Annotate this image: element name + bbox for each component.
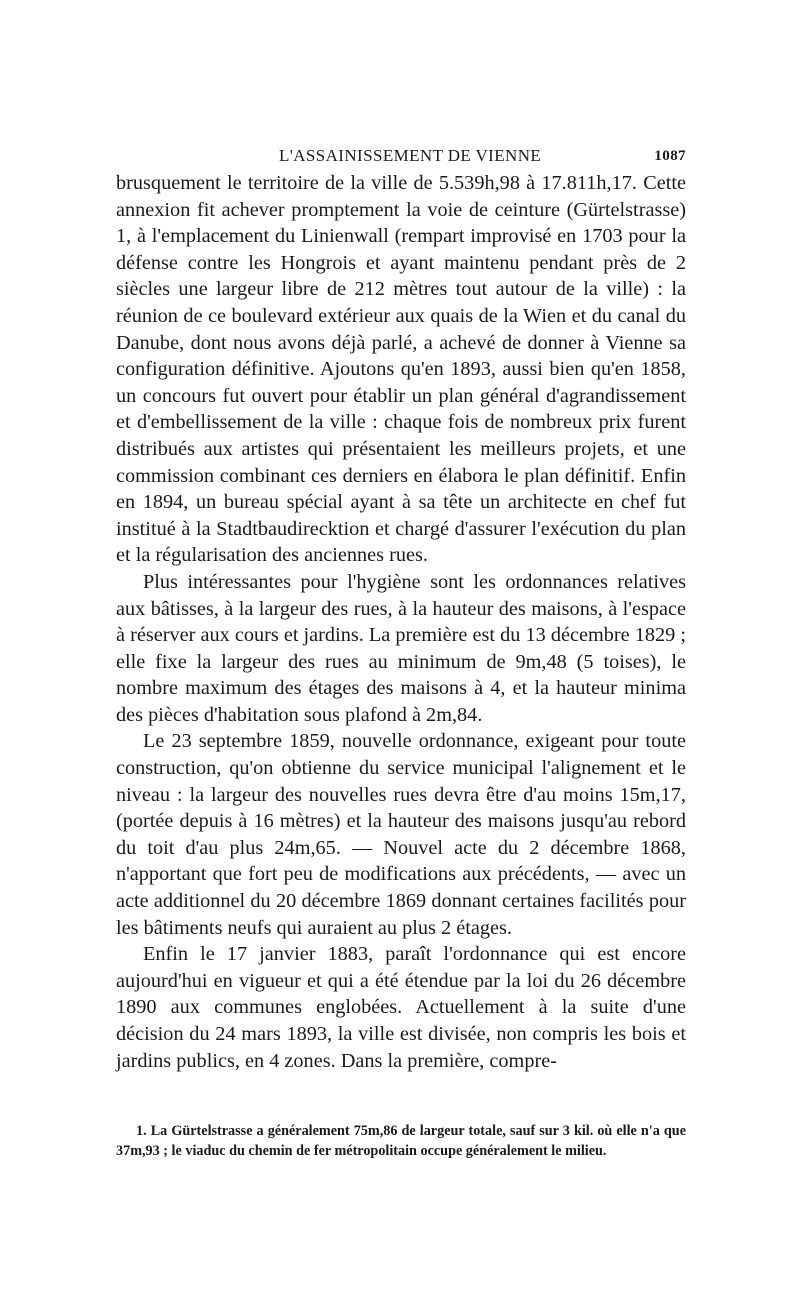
running-header	[116, 140, 686, 170]
body-text	[116, 170, 686, 1074]
paragraph: Plus intéressantes pour l'hygiène sont les ordonnances relatives aux bâtisses, à la largeur des rues, à la hauteur des maisons, à l'espace à réserver aux cours et jardins. La première est du 13 décembre 1829 ; elle fixe la largeur des rues au minimum de 9m,48 (5 toises), le nombre maximum des étages des maisons à 4, et la hauteur minima des pièces d'habitation sous plafond à 2m,84.	[116, 570, 686, 726]
paragraph: Enfin le 17 janvier 1883, paraît l'ordonnance qui est encore aujourd'hui en vigueur et qui a été étendue par la loi du 26 décembre 1890 aux communes englobées. Actuellement à la suite d'une décision du 24 mars 1893, la ville est divisée, non compris les bois et jardins publics, en 4 zones. Dans la première, compre-	[116, 943, 686, 1072]
paragraph: Le 23 septembre 1859, nouvelle ordonnance, exigeant pour toute construction, qu'on obtienne du service municipal l'alignement et le niveau : la largeur des nouvelles rues devra être d'au moins 15m,17, (portée depuis à 16 mètres) et la hauteur des maisons jusqu'au rebord du toit d'au plus 24m,65. — Nouvel acte du 2 décembre 1868, n'apportant que fort peu de modifications aux précédents, — avec un acte additionnel du 20 décembre 1869 donnant certaines facilités pour les bâtiments neufs qui auraient au plus 2 étages.	[116, 730, 686, 939]
footnote	[116, 1122, 686, 1161]
paragraph: brusquement le territoire de la ville de 5.539h,98 à 17.811h,17. Cette annexion fit achever promptement la voie de ceinture (Gürtelstrasse) 1, à l'emplacement du Linienwall (rempart improvisé en 1703 pour la défense contre les Hongrois et ayant maintenu pendant près de 2 siècles une largeur libre de 212 mètres tout autour de la ville) : la réunion de ce boulevard extérieur aux quais de la Wien et du canal du Danube, dont nous avons déjà parlé, a achevé de donner à Vienne sa configuration définitive. Ajoutons qu'en 1893, aussi bien qu'en 1858, un concours fut ouvert pour établir un plan général d'agrandissement et d'embellissement de la ville : chaque fois de nombreux prix furent distribués aux artistes qui présentaient les meilleurs projets, et une commission combinant ces derniers en élabora le plan définitif. Enfin en 1894, un bureau spécial ayant à sa tête un architecte en chef fut institué à la Stadtbaudirecktion et chargé d'assurer l'exécution du plan et la régularisation des anciennes rues.	[116, 172, 686, 567]
running-title: L'ASSAINISSEMENT DE VIENNE	[279, 146, 542, 165]
book-page	[116, 140, 686, 1161]
page-number: 1087	[654, 148, 686, 164]
footnote-text: 1. La Gürtelstrasse a généralement 75m,86 de largeur totale, sauf sur 3 kil. où elle n'a que 37m,93 ; le viaduc du chemin de fer métropolitain occupe généralement le milieu.	[116, 1123, 686, 1159]
